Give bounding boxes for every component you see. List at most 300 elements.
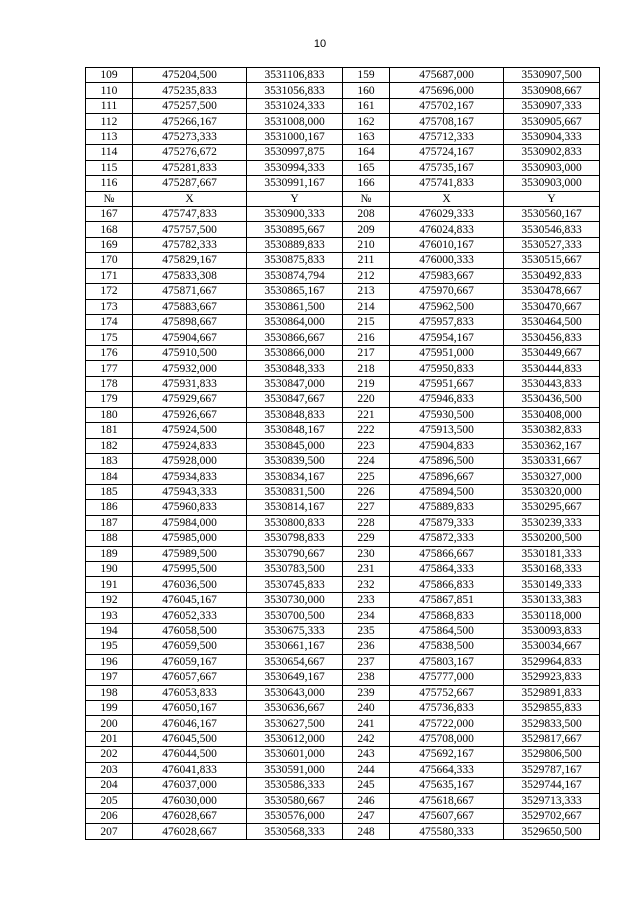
y-coordinate-cell: 3530864,000 [247,315,343,330]
x-coordinate-cell: 475928,000 [133,453,247,468]
table-row [86,824,600,839]
x-coordinate-cell: 475913,500 [390,423,504,438]
y-coordinate-cell: 3530839,500 [247,453,343,468]
y-coordinate-cell: 3530034,667 [504,639,600,654]
x-coordinate-cell: 475702,167 [390,98,504,113]
table-row [86,623,600,638]
x-coordinate-cell: 476037,000 [133,778,247,793]
point-number-cell: 169 [86,237,133,252]
point-number-cell: 214 [343,299,390,314]
x-coordinate-cell: 475664,333 [390,762,504,777]
point-number-cell: 185 [86,484,133,499]
point-number-cell: 177 [86,361,133,376]
x-coordinate-cell: 475867,851 [390,592,504,607]
column-header-number: № [343,191,390,206]
point-number-cell: 188 [86,531,133,546]
x-coordinate-cell: 475962,500 [390,299,504,314]
point-number-cell: 247 [343,809,390,824]
y-coordinate-cell: 3530814,167 [247,500,343,515]
table-row [86,531,600,546]
y-coordinate-cell: 3530200,500 [504,531,600,546]
y-coordinate-cell: 3529650,500 [504,824,600,839]
point-number-cell: 192 [86,592,133,607]
y-coordinate-cell: 3530848,333 [247,361,343,376]
page-number: 10 [313,38,327,50]
y-coordinate-cell: 3530848,167 [247,423,343,438]
point-number-cell: 221 [343,407,390,422]
y-coordinate-cell: 3530181,333 [504,546,600,561]
point-number-cell: 193 [86,608,133,623]
y-coordinate-cell: 3530861,500 [247,299,343,314]
point-number-cell: 175 [86,330,133,345]
y-coordinate-cell: 3529855,833 [504,700,600,715]
x-coordinate-cell: 476057,667 [133,670,247,685]
x-coordinate-cell: 476053,833 [133,685,247,700]
y-coordinate-cell: 3531008,000 [247,114,343,129]
point-number-cell: 163 [343,129,390,144]
point-number-cell: 242 [343,731,390,746]
x-coordinate-cell: 475276,672 [133,145,247,160]
x-coordinate-cell: 475866,833 [390,577,504,592]
table-row [86,315,600,330]
point-number-cell: 208 [343,206,390,221]
x-coordinate-cell: 475924,833 [133,438,247,453]
table-row [86,176,600,191]
x-coordinate-cell: 476045,167 [133,592,247,607]
y-coordinate-cell: 3530408,000 [504,407,600,422]
point-number-cell: 238 [343,670,390,685]
point-number-cell: 227 [343,500,390,515]
x-coordinate-cell: 475864,333 [390,562,504,577]
y-coordinate-cell: 3530730,000 [247,592,343,607]
x-coordinate-cell: 475724,167 [390,145,504,160]
table-row [86,762,600,777]
y-coordinate-cell: 3530845,000 [247,438,343,453]
x-coordinate-cell: 475735,167 [390,160,504,175]
point-number-cell: 240 [343,700,390,715]
table-row [86,268,600,283]
y-coordinate-cell: 3530478,667 [504,284,600,299]
y-coordinate-cell: 3530649,167 [247,670,343,685]
y-coordinate-cell: 3530654,667 [247,654,343,669]
table-row [86,284,600,299]
x-coordinate-cell: 476059,500 [133,639,247,654]
x-coordinate-cell: 475931,833 [133,376,247,391]
x-coordinate-cell: 475951,667 [390,376,504,391]
x-coordinate-cell: 475926,667 [133,407,247,422]
x-coordinate-cell: 475989,500 [133,546,247,561]
x-coordinate-cell: 475924,500 [133,423,247,438]
table-row [86,68,600,83]
column-header-x: X [390,191,504,206]
point-number-cell: 174 [86,315,133,330]
point-number-cell: 184 [86,469,133,484]
x-coordinate-cell: 475910,500 [133,345,247,360]
y-coordinate-cell: 3529702,667 [504,809,600,824]
x-coordinate-cell: 475782,333 [133,237,247,252]
column-header-x: X [133,191,247,206]
x-coordinate-cell: 475866,667 [390,546,504,561]
y-coordinate-cell: 3530527,333 [504,237,600,252]
point-number-cell: 183 [86,453,133,468]
y-coordinate-cell: 3530331,667 [504,453,600,468]
table-row [86,392,600,407]
x-coordinate-cell: 475934,833 [133,469,247,484]
table-row [86,562,600,577]
x-coordinate-cell: 475995,500 [133,562,247,577]
y-coordinate-cell: 3530675,333 [247,623,343,638]
x-coordinate-cell: 476036,500 [133,577,247,592]
y-coordinate-cell: 3530834,167 [247,469,343,484]
x-coordinate-cell: 475904,667 [133,330,247,345]
table-row [86,299,600,314]
y-coordinate-cell: 3530149,333 [504,577,600,592]
point-number-cell: 195 [86,639,133,654]
table-row [86,500,600,515]
point-number-cell: 191 [86,577,133,592]
x-coordinate-cell: 475235,833 [133,83,247,98]
point-number-cell: 162 [343,114,390,129]
x-coordinate-cell: 475204,500 [133,68,247,83]
y-coordinate-cell: 3529713,333 [504,793,600,808]
y-coordinate-cell: 3530449,667 [504,345,600,360]
y-coordinate-cell: 3530866,000 [247,345,343,360]
point-number-cell: 209 [343,222,390,237]
x-coordinate-cell: 475747,833 [133,206,247,221]
y-coordinate-cell: 3530591,000 [247,762,343,777]
point-number-cell: 189 [86,546,133,561]
x-coordinate-cell: 475618,667 [390,793,504,808]
table-row [86,423,600,438]
x-coordinate-cell: 476058,500 [133,623,247,638]
point-number-cell: 203 [86,762,133,777]
table-row [86,222,600,237]
column-header-number: № [86,191,133,206]
point-number-cell: 241 [343,716,390,731]
x-coordinate-cell: 475879,333 [390,515,504,530]
y-coordinate-cell: 3530907,500 [504,68,600,83]
y-coordinate-cell: 3530568,333 [247,824,343,839]
column-header-y: Y [247,191,343,206]
point-number-cell: 109 [86,68,133,83]
x-coordinate-cell: 475894,500 [390,484,504,499]
x-coordinate-cell: 476046,167 [133,716,247,731]
x-coordinate-cell: 475904,833 [390,438,504,453]
point-number-cell: 180 [86,407,133,422]
table-row [86,114,600,129]
table-header-row [86,191,600,206]
x-coordinate-cell: 475950,833 [390,361,504,376]
y-coordinate-cell: 3530627,500 [247,716,343,731]
x-coordinate-cell: 475692,167 [390,747,504,762]
point-number-cell: 187 [86,515,133,530]
x-coordinate-cell: 475757,500 [133,222,247,237]
table-row [86,453,600,468]
point-number-cell: 232 [343,577,390,592]
table-row [86,83,600,98]
x-coordinate-cell: 476028,667 [133,824,247,839]
point-number-cell: 235 [343,623,390,638]
point-number-cell: 167 [86,206,133,221]
point-number-cell: 237 [343,654,390,669]
point-number-cell: 223 [343,438,390,453]
y-coordinate-cell: 3530905,667 [504,114,600,129]
table-row [86,639,600,654]
point-number-cell: 210 [343,237,390,252]
y-coordinate-cell: 3530895,667 [247,222,343,237]
point-number-cell: 206 [86,809,133,824]
point-number-cell: 172 [86,284,133,299]
point-number-cell: 236 [343,639,390,654]
y-coordinate-cell: 3530601,000 [247,747,343,762]
point-number-cell: 165 [343,160,390,175]
y-coordinate-cell: 3530382,833 [504,423,600,438]
point-number-cell: 213 [343,284,390,299]
point-number-cell: 196 [86,654,133,669]
y-coordinate-cell: 3530560,167 [504,206,600,221]
y-coordinate-cell: 3530908,667 [504,83,600,98]
table-row [86,345,600,360]
x-coordinate-cell: 476024,833 [390,222,504,237]
table-row [86,237,600,252]
y-coordinate-cell: 3529833,500 [504,716,600,731]
x-coordinate-cell: 476045,500 [133,731,247,746]
y-coordinate-cell: 3530848,833 [247,407,343,422]
table-row [86,484,600,499]
point-number-cell: 212 [343,268,390,283]
x-coordinate-cell: 475883,667 [133,299,247,314]
x-coordinate-cell: 476028,667 [133,809,247,824]
x-coordinate-cell: 475803,167 [390,654,504,669]
x-coordinate-cell: 475838,500 [390,639,504,654]
y-coordinate-cell: 3530118,000 [504,608,600,623]
table-row [86,747,600,762]
y-coordinate-cell: 3530492,833 [504,268,600,283]
table-row [86,654,600,669]
table-row [86,376,600,391]
y-coordinate-cell: 3530580,667 [247,793,343,808]
x-coordinate-cell: 475868,833 [390,608,504,623]
table-row [86,793,600,808]
x-coordinate-cell: 475708,167 [390,114,504,129]
y-coordinate-cell: 3530239,333 [504,515,600,530]
x-coordinate-cell: 475951,000 [390,345,504,360]
y-coordinate-cell: 3531024,333 [247,98,343,113]
coordinates-table [85,67,600,840]
table-row [86,253,600,268]
point-number-cell: 218 [343,361,390,376]
point-number-cell: 244 [343,762,390,777]
point-number-cell: 202 [86,747,133,762]
table-row [86,145,600,160]
y-coordinate-cell: 3529806,500 [504,747,600,762]
point-number-cell: 217 [343,345,390,360]
table-row [86,546,600,561]
point-number-cell: 164 [343,145,390,160]
point-number-cell: 112 [86,114,133,129]
y-coordinate-cell: 3529891,833 [504,685,600,700]
x-coordinate-cell: 475580,333 [390,824,504,839]
table-row [86,98,600,113]
y-coordinate-cell: 3530643,000 [247,685,343,700]
point-number-cell: 111 [86,98,133,113]
x-coordinate-cell: 475741,833 [390,176,504,191]
x-coordinate-cell: 475954,167 [390,330,504,345]
y-coordinate-cell: 3530800,833 [247,515,343,530]
point-number-cell: 228 [343,515,390,530]
point-number-cell: 219 [343,376,390,391]
y-coordinate-cell: 3530902,833 [504,145,600,160]
x-coordinate-cell: 475607,667 [390,809,504,824]
x-coordinate-cell: 475896,667 [390,469,504,484]
y-coordinate-cell: 3530790,667 [247,546,343,561]
x-coordinate-cell: 476029,333 [390,206,504,221]
point-number-cell: 114 [86,145,133,160]
point-number-cell: 245 [343,778,390,793]
y-coordinate-cell: 3530889,833 [247,237,343,252]
table-row [86,407,600,422]
point-number-cell: 229 [343,531,390,546]
y-coordinate-cell: 3531056,833 [247,83,343,98]
x-coordinate-cell: 475960,833 [133,500,247,515]
y-coordinate-cell: 3530612,000 [247,731,343,746]
y-coordinate-cell: 3530903,000 [504,176,600,191]
point-number-cell: 176 [86,345,133,360]
table-row [86,778,600,793]
y-coordinate-cell: 3530994,333 [247,160,343,175]
x-coordinate-cell: 475257,500 [133,98,247,113]
x-coordinate-cell: 475273,333 [133,129,247,144]
x-coordinate-cell: 475872,333 [390,531,504,546]
column-header-y: Y [504,191,600,206]
point-number-cell: 197 [86,670,133,685]
point-number-cell: 173 [86,299,133,314]
y-coordinate-cell: 3530661,167 [247,639,343,654]
x-coordinate-cell: 475829,167 [133,253,247,268]
table-row [86,592,600,607]
y-coordinate-cell: 3530903,000 [504,160,600,175]
point-number-cell: 110 [86,83,133,98]
table-row [86,469,600,484]
y-coordinate-cell: 3530133,383 [504,592,600,607]
table-row [86,330,600,345]
y-coordinate-cell: 3529923,833 [504,670,600,685]
x-coordinate-cell: 476044,500 [133,747,247,762]
point-number-cell: 233 [343,592,390,607]
y-coordinate-cell: 3530783,500 [247,562,343,577]
point-number-cell: 116 [86,176,133,191]
point-number-cell: 179 [86,392,133,407]
y-coordinate-cell: 3530444,833 [504,361,600,376]
y-coordinate-cell: 3530515,667 [504,253,600,268]
x-coordinate-cell: 475871,667 [133,284,247,299]
x-coordinate-cell: 476000,333 [390,253,504,268]
x-coordinate-cell: 476050,167 [133,700,247,715]
table-row [86,731,600,746]
point-number-cell: 194 [86,623,133,638]
point-number-cell: 224 [343,453,390,468]
point-number-cell: 225 [343,469,390,484]
point-number-cell: 160 [343,83,390,98]
point-number-cell: 204 [86,778,133,793]
x-coordinate-cell: 475687,000 [390,68,504,83]
point-number-cell: 246 [343,793,390,808]
x-coordinate-cell: 476030,000 [133,793,247,808]
point-number-cell: 207 [86,824,133,839]
x-coordinate-cell: 475281,833 [133,160,247,175]
x-coordinate-cell: 476041,833 [133,762,247,777]
y-coordinate-cell: 3530295,667 [504,500,600,515]
point-number-cell: 234 [343,608,390,623]
y-coordinate-cell: 3531106,833 [247,68,343,83]
y-coordinate-cell: 3530904,333 [504,129,600,144]
x-coordinate-cell: 475777,000 [390,670,504,685]
x-coordinate-cell: 475929,667 [133,392,247,407]
point-number-cell: 230 [343,546,390,561]
table-row [86,716,600,731]
y-coordinate-cell: 3530464,500 [504,315,600,330]
y-coordinate-cell: 3530745,833 [247,577,343,592]
point-number-cell: 166 [343,176,390,191]
y-coordinate-cell: 3530436,500 [504,392,600,407]
point-number-cell: 216 [343,330,390,345]
point-number-cell: 168 [86,222,133,237]
y-coordinate-cell: 3531000,167 [247,129,343,144]
table-row [86,515,600,530]
point-number-cell: 198 [86,685,133,700]
point-number-cell: 113 [86,129,133,144]
x-coordinate-cell: 475833,308 [133,268,247,283]
point-number-cell: 248 [343,824,390,839]
y-coordinate-cell: 3529964,833 [504,654,600,669]
point-number-cell: 215 [343,315,390,330]
y-coordinate-cell: 3529817,667 [504,731,600,746]
x-coordinate-cell: 475943,333 [133,484,247,499]
y-coordinate-cell: 3530866,667 [247,330,343,345]
point-number-cell: 186 [86,500,133,515]
point-number-cell: 220 [343,392,390,407]
table-row [86,685,600,700]
x-coordinate-cell: 476052,333 [133,608,247,623]
x-coordinate-cell: 475898,667 [133,315,247,330]
point-number-cell: 170 [86,253,133,268]
y-coordinate-cell: 3530874,794 [247,268,343,283]
table-row [86,577,600,592]
y-coordinate-cell: 3530443,833 [504,376,600,391]
point-number-cell: 159 [343,68,390,83]
point-number-cell: 115 [86,160,133,175]
y-coordinate-cell: 3530546,833 [504,222,600,237]
point-number-cell: 178 [86,376,133,391]
y-coordinate-cell: 3530907,333 [504,98,600,113]
point-number-cell: 239 [343,685,390,700]
x-coordinate-cell: 475635,167 [390,778,504,793]
y-coordinate-cell: 3530831,500 [247,484,343,499]
y-coordinate-cell: 3530865,167 [247,284,343,299]
y-coordinate-cell: 3530093,833 [504,623,600,638]
table-row [86,438,600,453]
x-coordinate-cell: 475957,833 [390,315,504,330]
point-number-cell: 243 [343,747,390,762]
x-coordinate-cell: 475983,667 [390,268,504,283]
y-coordinate-cell: 3530997,875 [247,145,343,160]
point-number-cell: 199 [86,700,133,715]
y-coordinate-cell: 3530362,167 [504,438,600,453]
point-number-cell: 161 [343,98,390,113]
table-row [86,129,600,144]
table-row [86,361,600,376]
x-coordinate-cell: 475864,500 [390,623,504,638]
